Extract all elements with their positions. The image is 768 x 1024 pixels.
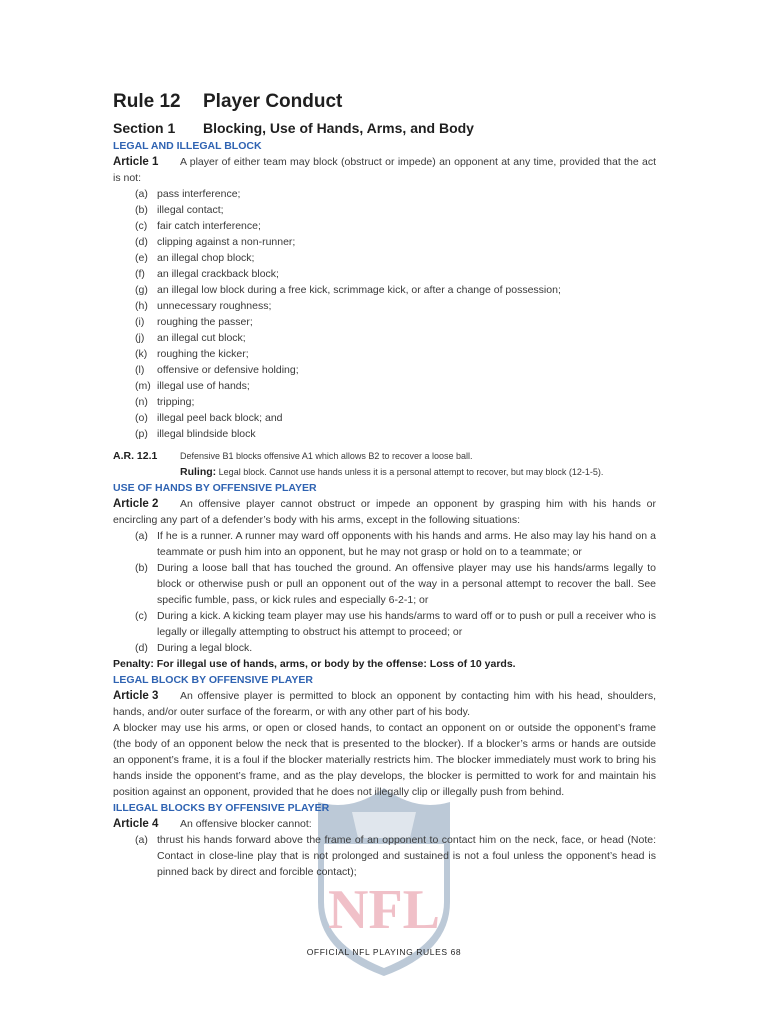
list-item-text: If he is a runner. A runner may ward off opponents with his hands and arms. He also may lay his hand on a teammate or push him into an opponent, but he may not grasp or hold on to a teammate; or (157, 530, 656, 558)
ar-label: A.R. 12.1 (113, 450, 158, 462)
rule-title: Player Conduct (203, 91, 343, 112)
list-item (135, 426, 656, 442)
article-1-list (113, 186, 656, 442)
list-item-text: illegal contact; (157, 204, 224, 216)
rule-heading (113, 90, 656, 114)
list-item (135, 560, 656, 608)
list-item (135, 394, 656, 410)
list-item-text: roughing the kicker; (157, 348, 249, 360)
article-2-label: Article 2 (113, 498, 159, 510)
article-4-label: Article 4 (113, 818, 159, 830)
article-2-list (113, 528, 656, 656)
list-item-text: tripping; (157, 396, 195, 408)
list-item-label: (c) (135, 220, 148, 232)
list-item-text: roughing the passer; (157, 316, 253, 328)
list-item-text: illegal blindside block (157, 428, 256, 440)
list-item (135, 362, 656, 378)
article-4-list (113, 832, 656, 880)
list-item-label: (m) (135, 380, 151, 392)
list-item (135, 378, 656, 394)
list-item-label: (n) (135, 396, 148, 408)
list-item-text: fair catch interference; (157, 220, 261, 232)
list-item-label: (p) (135, 428, 148, 440)
article-2-text: An offensive player cannot obstruct or impede an opponent by grasping him with his hands or encircling any part of a defender’s body with his arms, except in the following situations: (113, 498, 656, 526)
list-item-label: (d) (135, 642, 148, 654)
article-1-label: Article 1 (113, 156, 159, 168)
approved-ruling (113, 448, 656, 480)
list-item (135, 640, 656, 656)
list-item-label: (b) (135, 562, 148, 574)
heading-legal-block: LEGAL BLOCK BY OFFENSIVE PLAYER (113, 674, 313, 686)
article-2 (113, 496, 656, 528)
list-item (135, 314, 656, 330)
list-item-label: (c) (135, 610, 148, 622)
heading-use-of-hands: USE OF HANDS BY OFFENSIVE PLAYER (113, 482, 317, 494)
ruling-label: Ruling: (180, 466, 217, 478)
list-item-label: (f) (135, 268, 145, 280)
list-item (135, 250, 656, 266)
list-item-label: (i) (135, 316, 145, 328)
list-item (135, 234, 656, 250)
list-item (135, 410, 656, 426)
list-item (135, 608, 656, 640)
list-item-label: (l) (135, 364, 145, 376)
list-item-text: an illegal chop block; (157, 252, 255, 264)
list-item-text: an illegal low block during a free kick, scrimmage kick, or after a change of possession; (157, 284, 561, 296)
list-item (135, 528, 656, 560)
article-3-text: An offensive player is permitted to block an opponent by contacting him with his head, shoulders, hands, and/or outer surface of the forearm, or with any other part of his body. (113, 690, 656, 718)
page-footer: OFFICIAL NFL PLAYING RULES 68 (306, 947, 462, 957)
list-item (135, 186, 656, 202)
heading-illegal-blocks: ILLEGAL BLOCKS BY OFFENSIVE PLAYER (113, 802, 330, 814)
list-item-text: During a legal block. (157, 642, 253, 654)
list-item (135, 266, 656, 282)
rule-number: Rule 12 (113, 91, 181, 112)
list-item-text: offensive or defensive holding; (157, 364, 299, 376)
list-item (135, 298, 656, 314)
list-item (135, 282, 656, 298)
list-item-label: (b) (135, 204, 148, 216)
list-item-label: (a) (135, 834, 148, 846)
article-4-text: An offensive blocker cannot: (180, 818, 312, 830)
list-item-text: unnecessary roughness; (157, 300, 272, 312)
list-item (135, 346, 656, 362)
list-item-label: (h) (135, 300, 148, 312)
list-item-text: illegal peel back block; and (157, 412, 283, 424)
rules-content (113, 90, 656, 880)
list-item-label: (e) (135, 252, 148, 264)
section-heading (113, 118, 656, 138)
list-item-text: an illegal crackback block; (157, 268, 279, 280)
ruling-text: Legal block. Cannot use hands unless it is a personal attempt to recover, but may block (12-1-5). (218, 467, 604, 477)
list-item-label: (j) (135, 332, 145, 344)
penalty-text: Penalty: For illegal use of hands, arms, or body by the offense: Loss of 10 yards. (113, 658, 516, 670)
watermark-logo-text: NFL (328, 879, 440, 941)
list-item-text: thrust his hands forward above the frame of an opponent to contact him on the neck, face, or head (Note: Contact in close-line play that is not prolonged and sustained is not a foul unless the opponent’s head is pinned back by direct and forcible contact); (157, 834, 656, 878)
list-item-label: (o) (135, 412, 148, 424)
list-item-text: pass interference; (157, 188, 241, 200)
list-item-label: (k) (135, 348, 148, 360)
ar-text: Defensive B1 blocks offensive A1 which allows B2 to recover a loose ball. (180, 451, 473, 461)
section-title: Blocking, Use of Hands, Arms, and Body (203, 120, 474, 136)
list-item-text: an illegal cut block; (157, 332, 246, 344)
list-item-text: illegal use of hands; (157, 380, 250, 392)
list-item-label: (a) (135, 188, 148, 200)
list-item-label: (a) (135, 530, 148, 542)
heading-legal-illegal-block: LEGAL AND ILLEGAL BLOCK (113, 140, 262, 152)
article-1 (113, 154, 656, 186)
list-item-text: During a kick. A kicking team player may use his hands/arms to ward off or to push or pull a receiver who is legally or illegally attempting to obstruct his attempt to proceed; or (157, 610, 656, 638)
article-3-paragraph: A blocker may use his arms, or open or closed hands, to contact an opponent on or outside the opponent’s frame (the body of an opponent below the neck that is presented to the blocker). If a blocker’s arms or hands are outside an opponent’s frame, it is a foul if the blocker materially restricts him. The blocker immediately must work to bring his hands inside the opponent’s frame, and as the play develops, the blocker is permitted to work for and maintain his position against an opponent, provided that he does not illegally clip or illegally push from behind. (113, 722, 656, 798)
article-3-label: Article 3 (113, 690, 159, 702)
article-1-text: A player of either team may block (obstruct or impede) an opponent at any time, provided that the act is not: (113, 156, 656, 184)
section-number: Section 1 (113, 120, 176, 136)
list-item-text: clipping against a non-runner; (157, 236, 296, 248)
list-item (135, 330, 656, 346)
article-4 (113, 816, 656, 832)
list-item-label: (g) (135, 284, 148, 296)
list-item (135, 832, 656, 880)
list-item-label: (d) (135, 236, 148, 248)
list-item-text: During a loose ball that has touched the ground. An offensive player may use his hands/arms legally to block or otherwise push or pull an opponent out of the way in a personal attempt to recover the ball. See specific fumble, pass, or kick rules and especially 6-2-1; or (157, 562, 656, 606)
list-item (135, 218, 656, 234)
list-item (135, 202, 656, 218)
article-3 (113, 688, 656, 720)
